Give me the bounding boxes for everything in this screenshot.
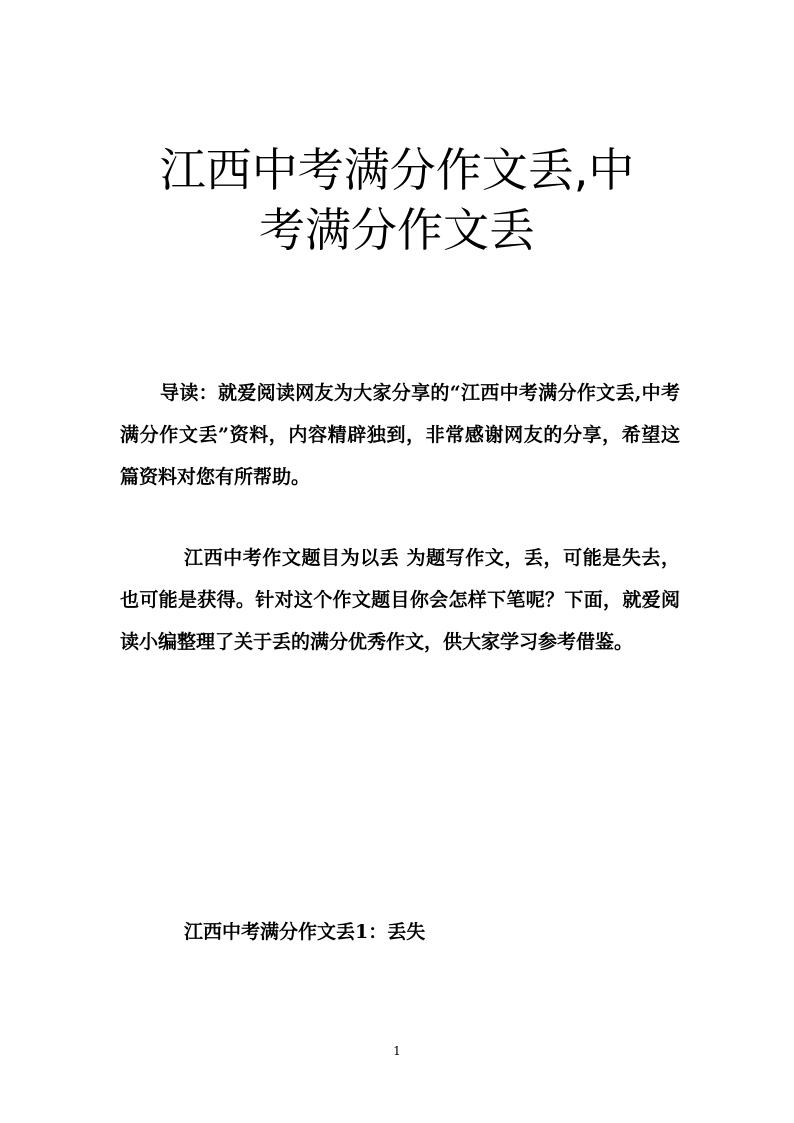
intro-paragraph: 导读：就爱阅读网友为大家分享的“江西中考满分作文丢,中考满分作文丢”资料，内容精辟独到，非常感谢网友的分享，希望这篇资料对您有所帮助。 — [120, 382, 680, 488]
page-number: 1 — [393, 1044, 401, 1058]
section-heading: 江西中考满分作文丢1：丢失 — [184, 921, 426, 943]
title-line-1: 江西中考满分作文丢,中 — [159, 143, 635, 197]
document-title — [0, 140, 794, 260]
body-paragraph: 江西中考作文题目为以丢 为题写作文，丢，可能是失去，也可能是获得。针对这个作文题目你会怎样下笔呢？下面，就爱阅读小编整理了关于丢的满分优秀作文，供大家学习参考借鉴。 — [120, 547, 680, 653]
title-line-2: 考满分作文丢 — [259, 203, 535, 257]
